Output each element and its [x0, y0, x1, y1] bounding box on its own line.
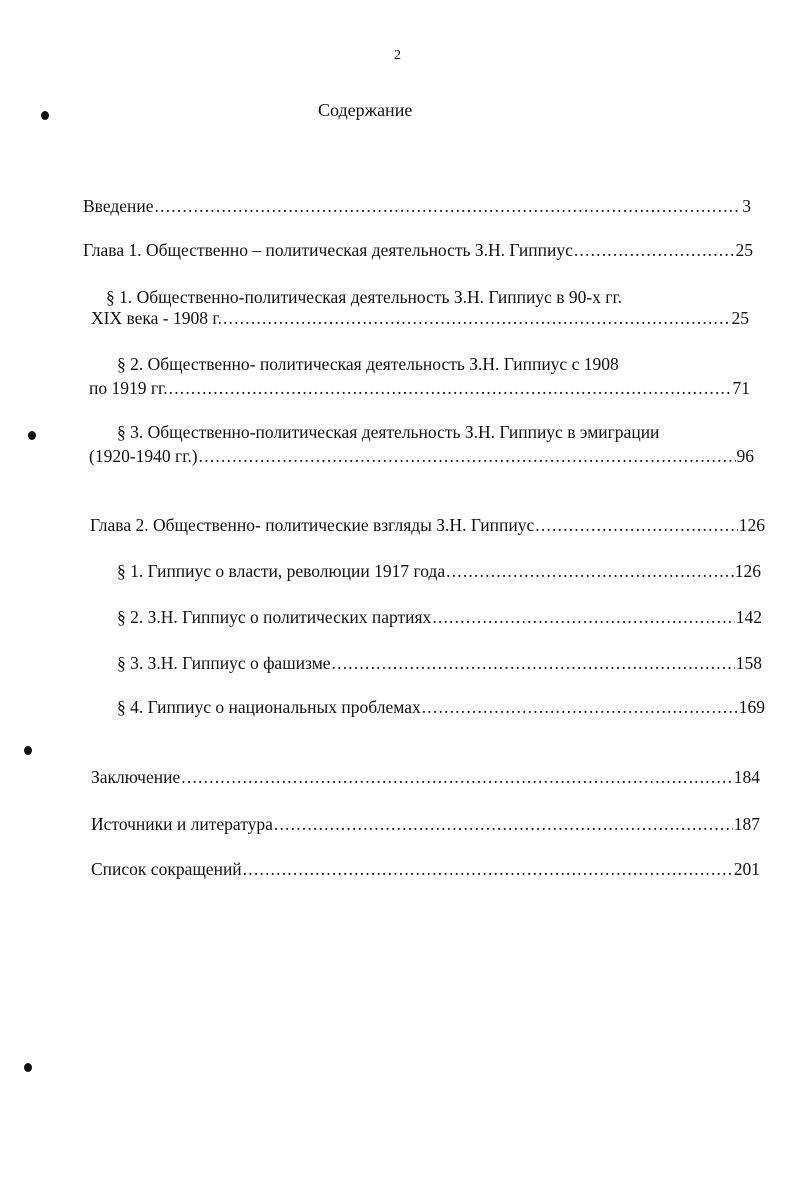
toc-entry-sources	[91, 813, 760, 835]
toc-entry-ch2-s2	[117, 606, 762, 628]
toc-entry-label: Источники и литература	[91, 814, 273, 834]
toc-entry-introduction	[83, 195, 751, 217]
dot-leader	[332, 652, 735, 674]
toc-entry-page: 96	[736, 446, 754, 466]
toc-entry-ch1-s1-line1: § 1. Общественно-политическая деятельность З.Н. Гиппиус в 90-х гг.	[106, 287, 623, 307]
punch-hole-mark	[24, 1063, 32, 1072]
toc-entry-chapter-1	[83, 239, 753, 261]
dot-leader	[223, 307, 731, 329]
dot-leader	[432, 606, 734, 628]
dot-leader	[535, 514, 738, 536]
dot-leader	[422, 696, 738, 718]
toc-entry-label: XIX века - 1908 г.	[91, 308, 222, 328]
punch-hole-mark	[28, 431, 36, 440]
toc-entry-label: по 1919 гг.	[89, 378, 168, 398]
toc-entry-page: 71	[732, 378, 750, 398]
toc-entry-page: 142	[735, 607, 762, 627]
toc-entry-page: 158	[735, 653, 762, 673]
toc-entry-page: 25	[731, 308, 749, 328]
toc-entry-ch1-s3	[89, 445, 754, 467]
toc-entry-chapter-2	[90, 514, 765, 536]
toc-entry-ch1-s2	[89, 377, 750, 399]
toc-entry-label: Глава 2. Общественно- политические взгляды З.Н. Гиппиус	[90, 515, 535, 535]
toc-entry-page: 201	[733, 859, 760, 879]
dot-leader	[243, 858, 733, 880]
toc-entry-conclusion	[91, 766, 760, 788]
toc-entry-label: Глава 1. Общественно – политическая деятельность З.Н. Гиппиус	[83, 240, 573, 260]
toc-entry-label: § 2. З.Н. Гиппиус о политических партиях	[117, 607, 432, 627]
toc-entry-label: Введение	[83, 196, 154, 216]
toc-entry-ch2-s1	[117, 560, 761, 582]
toc-entry-ch2-s4	[117, 696, 765, 718]
toc-entry-label: § 1. Гиппиус о власти, революции 1917 года	[117, 561, 446, 581]
toc-entry-label: Заключение	[91, 767, 181, 787]
punch-hole-mark	[41, 111, 49, 120]
dot-leader	[446, 560, 734, 582]
page-number: 2	[394, 48, 401, 63]
toc-entry-ch1-s3-line1: § 3. Общественно-политическая деятельность З.Н. Гиппиус в эмиграции	[117, 422, 660, 442]
toc-entry-page: 126	[738, 515, 765, 535]
dot-leader	[169, 377, 732, 399]
toc-entry-page: 184	[733, 767, 760, 787]
dot-leader	[181, 766, 733, 788]
toc-entry-label: Список сокращений	[91, 859, 242, 879]
toc-entry-ch1-s2-line1: § 2. Общественно- политическая деятельность З.Н. Гиппиус с 1908	[117, 354, 619, 374]
punch-hole-mark	[24, 746, 32, 755]
dot-leader	[274, 813, 733, 835]
dot-leader	[199, 445, 736, 467]
toc-entry-ch1-s1	[91, 307, 749, 329]
toc-entry-label: § 4. Гиппиус о национальных проблемах	[117, 697, 421, 717]
toc-entry-page: 169	[738, 697, 765, 717]
toc-title: Содержание	[318, 100, 413, 120]
toc-entry-label: (1920-1940 гг.)	[89, 446, 198, 466]
toc-entry-page: 126	[734, 561, 761, 581]
toc-entry-abbreviations	[91, 858, 760, 880]
toc-entry-label: § 3. З.Н. Гиппиус о фашизме	[117, 653, 331, 673]
dot-leader	[155, 195, 742, 217]
toc-entry-page: 187	[733, 814, 760, 834]
toc-entry-page: 25	[735, 240, 753, 260]
toc-entry-page: 3	[742, 196, 751, 216]
toc-entry-ch2-s3	[117, 652, 762, 674]
dot-leader	[574, 239, 735, 261]
